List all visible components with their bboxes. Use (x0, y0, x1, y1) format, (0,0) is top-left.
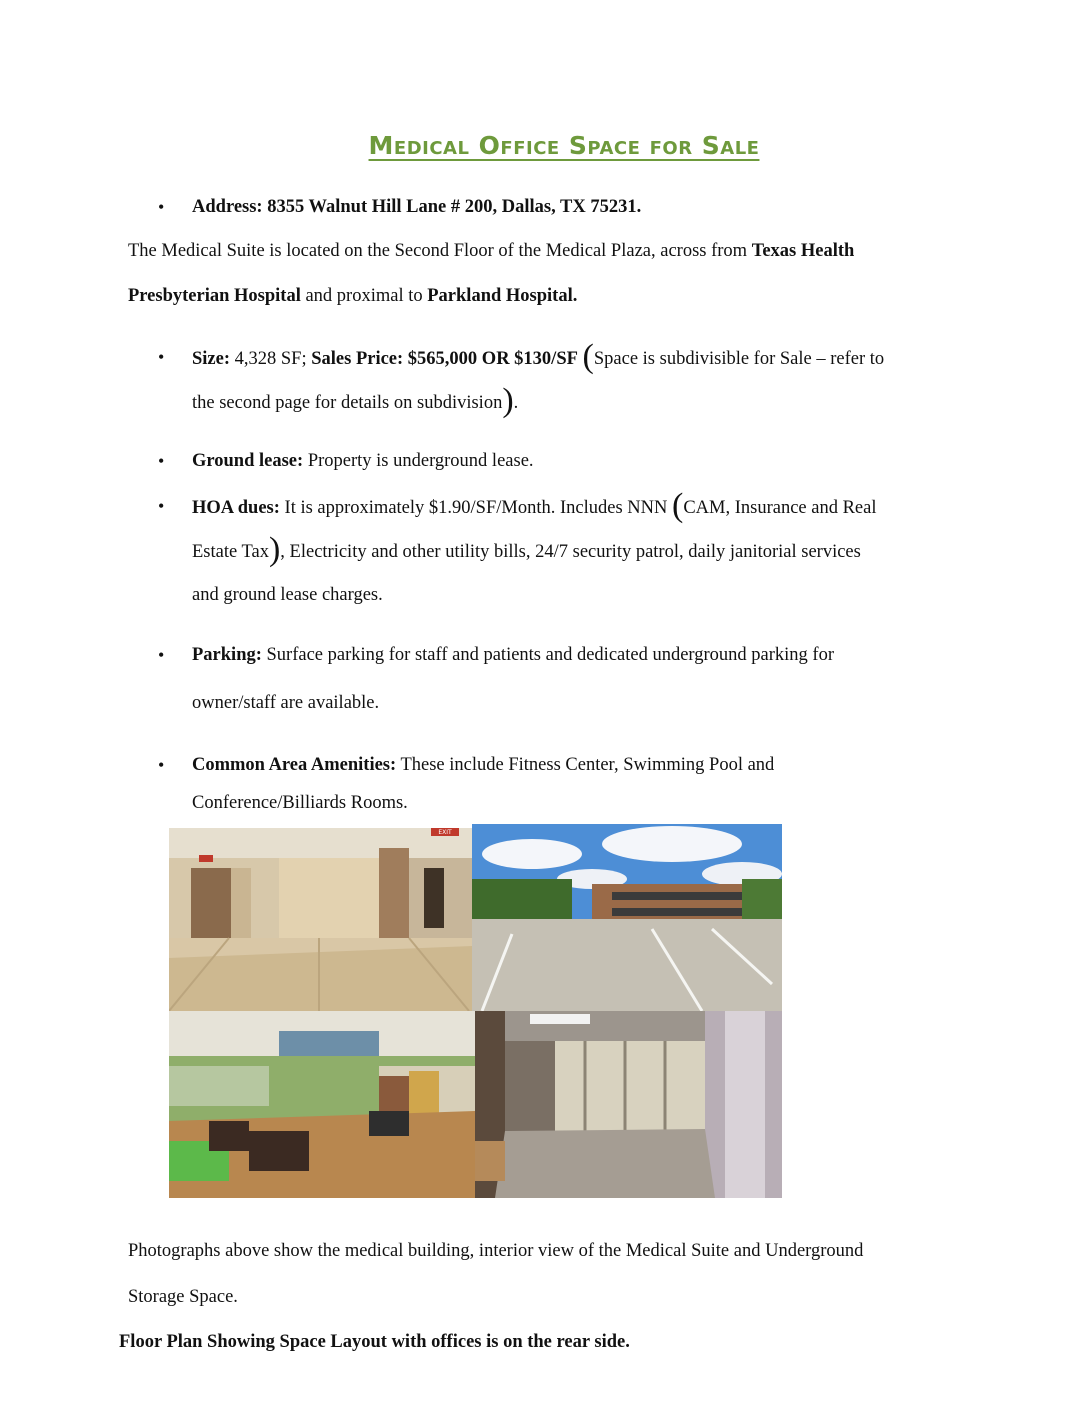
bullet-icon: • (158, 197, 165, 217)
bullet-icon: • (158, 347, 165, 367)
hoa-text: , Electricity and other utility bills, 24/7 security patrol, daily janitorial services (280, 542, 861, 562)
address-line (192, 196, 641, 218)
hoa-line-2 (192, 531, 861, 568)
bullet-icon: • (158, 755, 165, 775)
size-end: . (513, 393, 519, 413)
bullet-icon: • (158, 645, 165, 665)
hospital-name: Presbyterian Hospital (128, 286, 301, 306)
size-note: the second page for details on subdivision (192, 393, 503, 413)
size-line-2 (192, 382, 519, 419)
price-label: Sales Price: $565,000 OR $130/SF (311, 349, 578, 369)
amenities-label: Common Area Amenities: (192, 755, 397, 775)
hospital-name: Texas Health (751, 241, 855, 261)
hoa-line-3: and ground lease charges. (192, 585, 383, 605)
amenities-line-1 (192, 754, 774, 776)
bullet-icon: • (158, 496, 165, 516)
parking-line-1 (192, 644, 834, 666)
location-line-2 (128, 285, 577, 307)
parking-line-2: owner/staff are available. (192, 693, 380, 713)
amenities-text: These include Fitness Center, Swimming Pool and (396, 755, 775, 775)
size-line-1 (192, 338, 885, 375)
hoa-text: Estate Tax (192, 542, 269, 562)
caption-line-2: Storage Space. (128, 1287, 238, 1307)
caption-line-1: Photographs above show the medical building, interior view of the Medical Suite and Underground (128, 1241, 864, 1261)
bullet-icon: • (158, 451, 165, 471)
location-text: The Medical Suite is located on the Second Floor of the Medical Plaza, across from (128, 241, 752, 261)
close-paren-glyph: ) (502, 382, 514, 419)
open-paren-glyph: ( (671, 487, 684, 524)
photo-building-exterior (472, 824, 782, 1011)
hoa-text: It is approximately $1.90/SF/Month. Includes NNN (279, 498, 672, 518)
hoa-line-1 (192, 487, 877, 524)
exit-sign: EXIT (438, 829, 452, 836)
photo-waiting-room (169, 1011, 475, 1198)
address-value: 8355 Walnut Hill Lane # 200, Dallas, TX 75231. (267, 197, 642, 217)
close-paren-glyph: ) (268, 531, 281, 568)
photo-storage-space (475, 1011, 782, 1198)
address-label: Address: (192, 197, 263, 217)
amenities-line-2: Conference/Billiards Rooms. (192, 793, 408, 813)
ground-lease-line (192, 450, 534, 472)
footer-note: Floor Plan Showing Space Layout with offices is on the rear side. (119, 1332, 630, 1352)
size-label: Size: (192, 349, 231, 369)
location-line-1 (128, 240, 854, 262)
hospital-name: Parkland Hospital. (427, 286, 578, 306)
location-text: and proximal to (300, 286, 428, 306)
size-value: 4,328 SF; (230, 349, 312, 369)
parking-text: Surface parking for staff and patients and dedicated underground parking for (261, 645, 834, 665)
open-paren-glyph: ( (582, 338, 594, 375)
ground-lease-value: Property is underground lease. (303, 451, 534, 471)
hoa-label: HOA dues: (192, 498, 280, 518)
hoa-text: CAM, Insurance and Real (683, 498, 877, 518)
size-note: Space is subdivisible for Sale – refer to (593, 349, 885, 369)
ground-lease-label: Ground lease: (192, 451, 304, 471)
page-title: Medical Office Space for Sale (368, 131, 760, 160)
photo-suite-interior (169, 828, 472, 1011)
parking-label: Parking: (192, 645, 262, 665)
